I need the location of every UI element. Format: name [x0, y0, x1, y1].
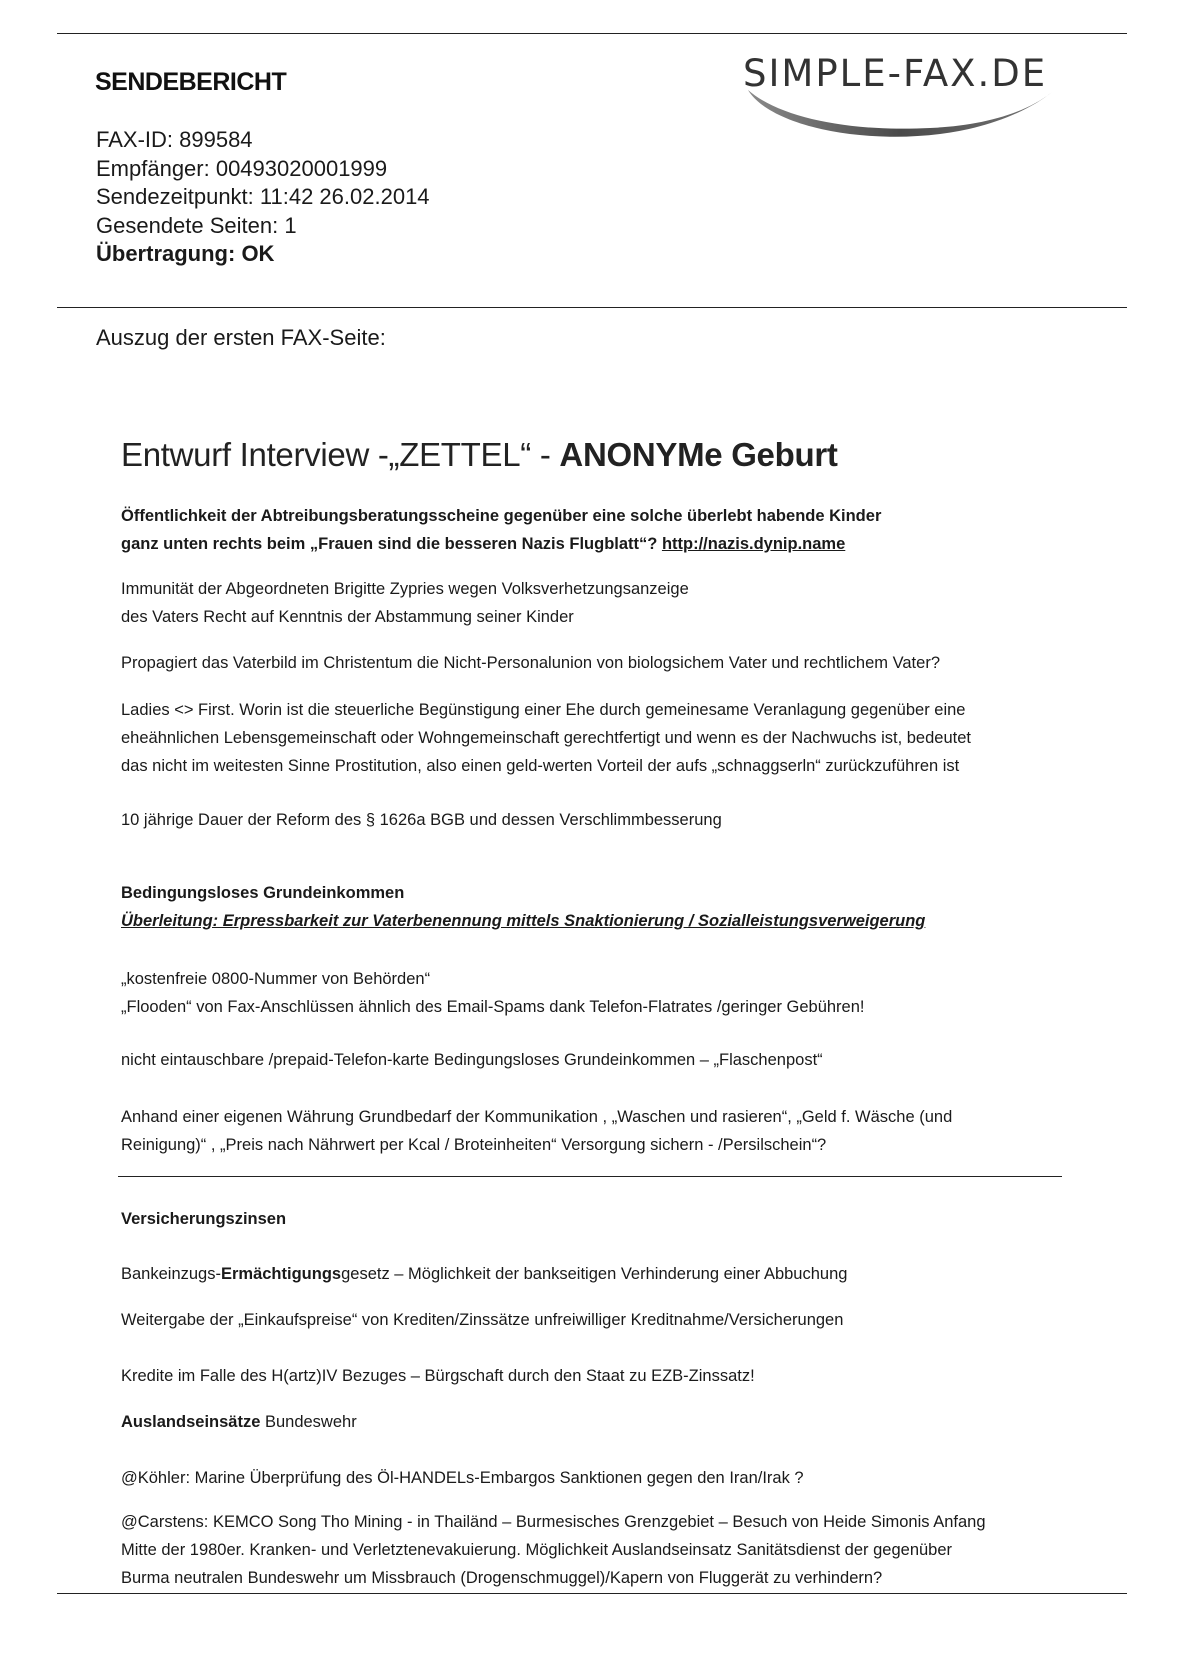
section-versicherung	[121, 1205, 286, 1233]
bold-line-1: Öffentlichkeit der Abtreibungsberatungsscheine gegenüber eine solche überlebt habende Kinder	[121, 507, 882, 525]
p6-text: nicht eintauschbare /prepaid-Telefon-karte Bedingungsloses Grundeinkommen – „Flaschenpost“	[121, 1051, 823, 1069]
pages-sent: Gesendete Seiten: 1	[96, 212, 297, 238]
p3-line-1: Ladies <> First. Worin ist die steuerliche Begünstigung einer Ehe durch gemeinesame Veranlagung gegenüber eine	[121, 701, 966, 719]
p5-line-1: „kostenfreie 0800-Nummer von Behörden“	[121, 970, 431, 988]
p1-line-2: des Vaters Recht auf Kenntnis der Abstammung seiner Kinder	[121, 608, 574, 626]
top-rule	[57, 33, 1127, 34]
p13-line-1: @Carstens: KEMCO Song Tho Mining - in Thailänd – Burmesisches Grenzgebiet – Besuch von Heide Simonis Anfang	[121, 1513, 986, 1531]
paragraph-prepaid	[121, 1046, 823, 1074]
section-bge	[121, 879, 925, 935]
bge-subtitle: Überleitung: Erpressbarkeit zur Vaterbenennung mittels Snaktionierung / Sozialleistungsverweigerung	[121, 912, 926, 930]
doc-heading-bold: ANONYMe Geburt	[559, 436, 838, 473]
p7-line-1: Anhand einer eigenen Währung Grundbedarf der Kommunikation , „Waschen und rasieren“, „Geld f. Wäsche (und	[121, 1108, 953, 1126]
recipient: Empfänger: 00493020001999	[96, 155, 388, 181]
bold-line-2-text: ganz unten rechts beim „Frauen sind die besseren Nazis Flugblatt“?	[121, 535, 662, 553]
p8-part-b: Ermächtigungs	[220, 1265, 342, 1283]
p13-line-2: Mitte der 1980er. Kranken- und Verletztenevakuierung. Möglichkeit Auslandseinsatz Sanitätsdienst der gegenüber	[121, 1541, 953, 1559]
paragraph-immunity	[121, 575, 689, 631]
p13-line-3: Burma neutralen Bundeswehr um Missbrauch (Drogenschmuggel)/Kapern von Fluggerät zu verhindern?	[121, 1569, 883, 1587]
paragraph-reform	[121, 806, 722, 834]
fax-meta	[96, 126, 430, 269]
doc-heading-text: Entwurf Interview -„ZETTEL“ -	[121, 436, 560, 473]
report-title: SENDEBERICHT	[95, 68, 287, 96]
bottom-rule	[57, 1593, 1127, 1594]
simple-fax-logo	[740, 48, 1120, 148]
p9-text: Weitergabe der „Einkaufspreise“ von Krediten/Zinssätze unfreiwilliger Kreditnahme/Versicherungen	[121, 1311, 844, 1329]
paragraph-einkaufspreise	[121, 1306, 843, 1334]
bold-line-2	[121, 530, 1081, 558]
paragraph-kostenfrei	[121, 965, 865, 1021]
p11-bold: Auslandseinsätze	[121, 1413, 261, 1431]
excerpt-label: Auszug der ersten FAX-Seite:	[96, 325, 386, 350]
p8-text	[121, 1260, 847, 1288]
paragraph-bankeinzug	[121, 1260, 847, 1288]
p3-line-2: eheähnlichen Lebensgemeinschaft oder Wohngemeinschaft gerechtfertigt und wenn es der Nachwuchs ist, bedeutet	[121, 729, 971, 747]
paragraph-waehrung	[121, 1103, 952, 1159]
p8-part-c: gesetz – Möglichkeit der bankseitigen Verhinderung einer Abbuchung	[341, 1265, 848, 1283]
p7-line-2: Reinigung)“ , „Preis nach Nährwert per Kcal / Broteinheiten“ Versorgung sichern - /Persilschein“?	[121, 1136, 827, 1154]
p12-text: @Köhler: Marine Überprüfung des Öl-HANDELs-Embargos Sanktionen gegen den Iran/Irak ?	[121, 1469, 804, 1487]
fax-id: FAX-ID: 899584	[96, 127, 253, 152]
p4-text: 10 jährige Dauer der Reform des § 1626a BGB und dessen Verschlimmbesserung	[121, 811, 722, 829]
p2-text: Propagiert das Vaterbild im Christentum die Nicht-Personalunion von biologsichem Vater und rechtlichem Vater?	[121, 654, 940, 672]
logo-text: SIMPLE-FAX.DE	[743, 52, 1048, 95]
header-rule	[57, 307, 1127, 308]
paragraph-koehler	[121, 1464, 804, 1492]
section-divider	[118, 1176, 1062, 1177]
nazis-link[interactable]: http://nazis.dynip.name	[661, 535, 846, 553]
vers-title: Versicherungszinsen	[121, 1210, 287, 1228]
p11-rest: Bundeswehr	[260, 1413, 357, 1431]
paragraph-ladies	[121, 696, 971, 780]
doc-body	[121, 502, 1081, 558]
bge-title: Bedingungsloses Grundeinkommen	[121, 884, 405, 902]
p5-line-2: „Flooden“ von Fax-Anschlüssen ähnlich des Email-Spams dank Telefon-Flatrates /geringer Gebühren!	[121, 998, 865, 1016]
p10-text: Kredite im Falle des H(artz)IV Bezuges – Bürgschaft durch den Staat zu EZB-Zinssatz!	[121, 1367, 755, 1385]
paragraph-ausland	[121, 1408, 357, 1436]
paragraph-carstens	[121, 1508, 986, 1592]
transmission-status: Übertragung: OK	[96, 241, 275, 266]
p1-line-1: Immunität der Abgeordneten Brigitte Zypries wegen Volksverhetzungsanzeige	[121, 580, 689, 598]
send-time: Sendezeitpunkt: 11:42 26.02.2014	[96, 184, 430, 209]
paragraph-kredite	[121, 1362, 755, 1390]
paragraph-vaterbild	[121, 649, 940, 677]
p8-part-a: Bankeinzugs-	[121, 1265, 221, 1283]
p3-line-3: das nicht im weitesten Sinne Prostitution, also einen geld-werten Vorteil der aufs „schnaggserln“ zurückzuführen ist	[121, 757, 960, 775]
doc-heading	[121, 436, 838, 474]
p11-text	[121, 1408, 357, 1436]
